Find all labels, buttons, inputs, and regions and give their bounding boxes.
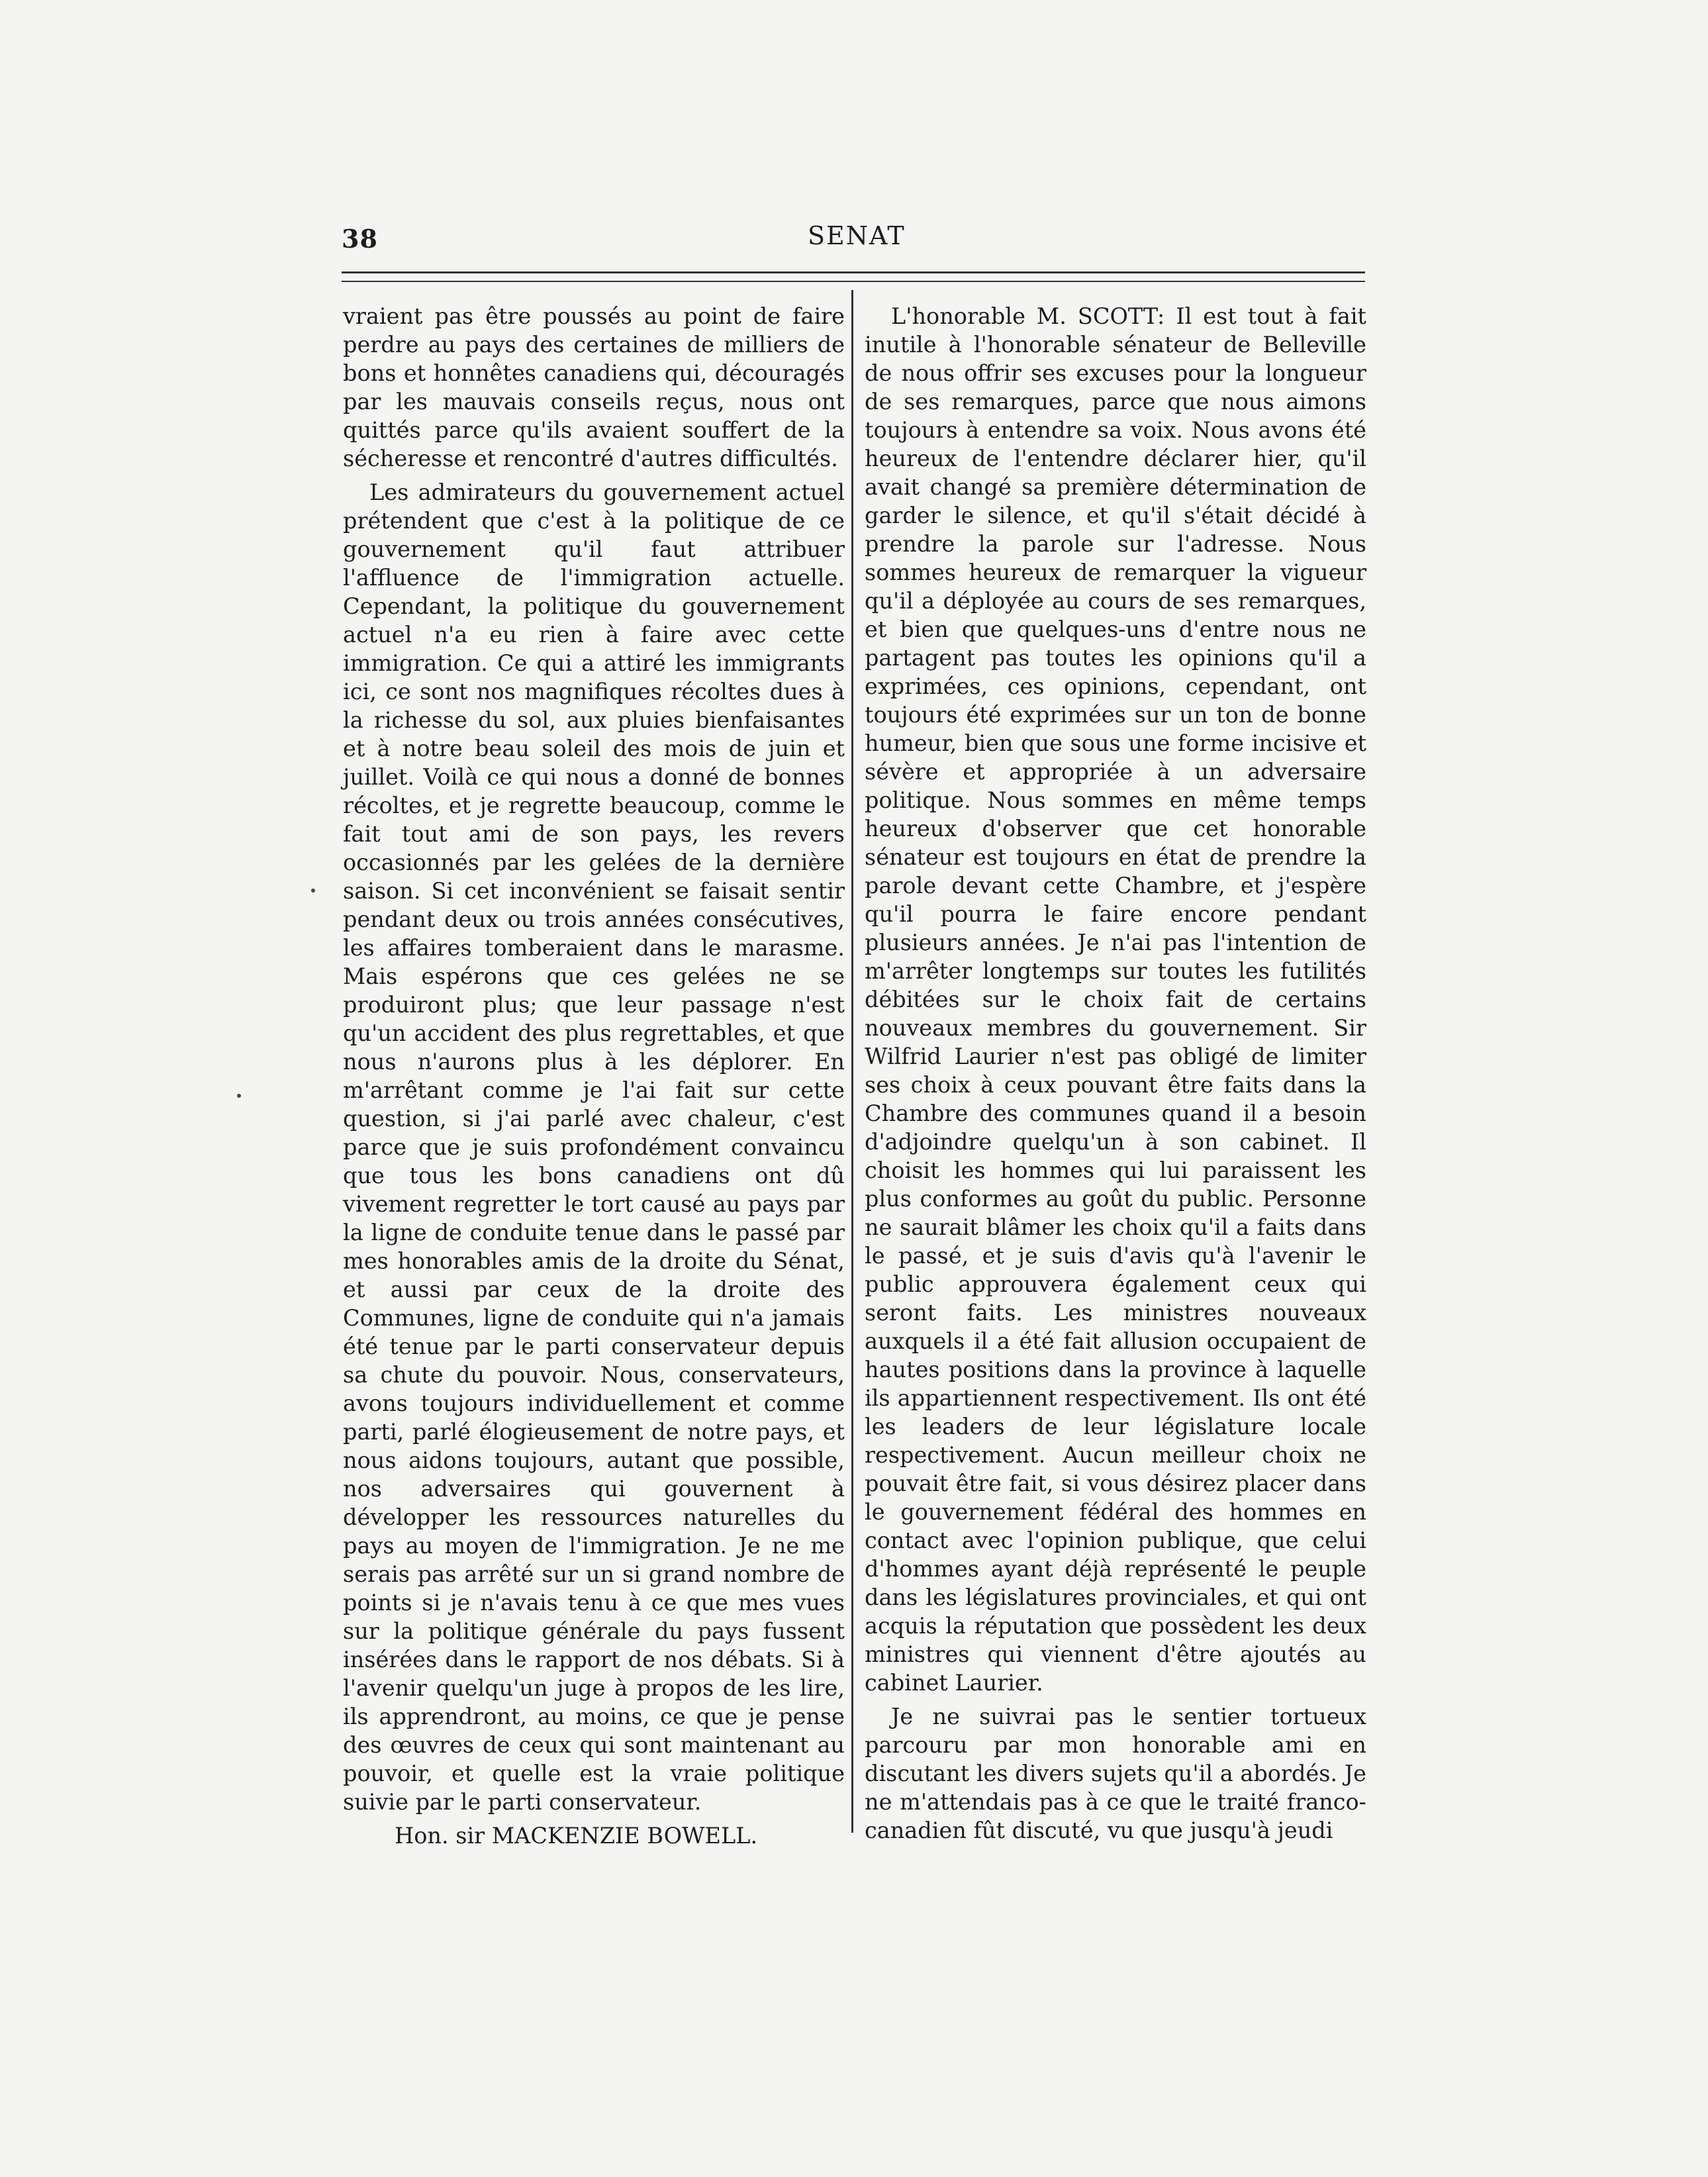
scan-speck [311, 889, 315, 893]
paragraph: Les admirateurs du gouvernement actuel prétendent que c'est à la politique de ce gouvernement qu'il faut attribuer l'affluence de l'immigration actuelle. Cependant, la politique du gouvernement actuel n'a eu rien à faire avec cette immigration. Ce qui a attiré les immigrants ici, ce sont nos magnifiques récoltes dues à la richesse du sol, aux pluies bienfaisantes et à notre beau soleil des mois de juin et juillet. Voilà ce qui nous a donné de bonnes récoltes, et je regrette beaucoup, comme le fait tout ami de son pays, les revers occasionnés par les gelées de la dernière saison. Si cet inconvénient se faisait sentir pendant deux ou trois années consécutives, les affaires tomberaient dans le marasme. Mais espérons que ces gelées ne se produiront plus; que leur passage n'est qu'un accident des plus regrettables, et que nous n'aurons plus à les déplorer. En m'arrêtant comme je l'ai fait sur cette question, si j'ai parlé avec chaleur, c'est parce que je suis profondément convaincu que tous les bons canadiens ont dû vivement regretter le tort causé au pays par la ligne de conduite tenue dans le passé par mes honorables amis de la droite du Sénat, et aussi par ceux de la droite des Communes, ligne de conduite qui n'a jamais été tenue par le parti conservateur depuis sa chute du pouvoir. Nous, conservateurs, avons toujours individuellement et comme parti, parlé élogieusement de notre pays, et nous aidons toujours, autant que possible, nos adversaires qui gouvernent à développer les ressources naturelles du pays au moyen de l'immigration. Je ne me serais pas arrêté sur un si grand nombre de points si je n'avais tenu à ce que mes vues sur la politique générale du pays fussent insérées dans le rapport de nos débats. Si à l'avenir quelqu'un juge à propos de les lire, ils apprendront, au moins, ce que je pense des œuvres de ceux qui sont maintenant au pouvoir, et quelle est la vraie politique suivie par le parti conservateur. [343, 479, 845, 1815]
running-head: SENAT [808, 221, 906, 250]
column-divider [851, 290, 853, 1833]
left-column [343, 302, 845, 1855]
header-rule-bottom [342, 281, 1365, 282]
paragraph: L'honorable M. SCOTT: Il est tout à fait inutile à l'honorable sénateur de Belleville de nous offrir ses excuses pour la longueur de ses remarques, parce que nous aimons toujours à entendre sa voix. Nous avons été heureux de l'entendre déclarer hier, qu'il avait changé sa première détermination de garder le silence, et qu'il s'était décidé à prendre la parole sur l'adresse. Nous sommes heureux de remarquer la vigueur qu'il a déployée au cours de ses remarques, et bien que quelques-uns d'entre nous ne partagent pas toutes les opinions qu'il a exprimées, ces opinions, cependant, ont toujours été exprimées sur un ton de bonne humeur, bien que sous une forme incisive et sévère et appropriée à un adversaire politique. Nous sommes en même temps heureux d'observer que cet honorable sénateur est toujours en état de prendre la parole devant cette Chambre, et j'espère qu'il pourra le faire encore pendant plusieurs années. Je n'ai pas l'intention de m'arrêter longtemps sur toutes les futilités débitées sur le choix fait de certains nouveaux membres du gouvernement. Sir Wilfrid Laurier n'est pas obligé de limiter ses choix à ceux pouvant être faits dans la Chambre des communes quand il a besoin d'adjoindre quelqu'un à son cabinet. Il choisit les hommes qui lui paraissent les plus conformes au goût du public. Personne ne saurait blâmer les choix qu'il a faits dans le passé, et je suis d'avis qu'à l'avenir le public approuvera également ceux qui seront faits. Les ministres nouveaux auxquels il a été fait allusion occupaient de hautes positions dans la province à laquelle ils appartiennent respectivement. Ils ont été les leaders de leur législature locale respectivement. Aucun meilleur choix ne pouvait être fait, si vous désirez placer dans le gouvernement fédéral des hommes en contact avec l'opinion publique, que celui d'hommes ayant déjà représenté le peuple dans les législatures provinciales, et qui ont acquis la réputation que possèdent les deux ministres qui viennent d'être ajoutés au cabinet Laurier. [865, 303, 1366, 1696]
page-number: 38 [342, 224, 378, 254]
speaker-signature: Hon. sir MACKENZIE BOWELL. [395, 1823, 758, 1849]
scan-speck [237, 1094, 241, 1098]
paragraph: vraient pas être poussés au point de faire perdre au pays des certaines de milliers de bons et honnêtes canadiens qui, découragés par les mauvais conseils reçus, nous ont quittés parce qu'ils avaient souffert de la sécheresse et rencontré d'autres difficultés. [343, 303, 845, 471]
right-column [865, 302, 1366, 1850]
header-rule-top [342, 271, 1365, 273]
paragraph: Je ne suivrai pas le sentier tortueux parcouru par mon honorable ami en discutant les divers sujets qu'il a abordés. Je ne m'attendais pas à ce que le traité franco-canadien fût discuté, vu que jusqu'à jeudi [865, 1704, 1366, 1843]
